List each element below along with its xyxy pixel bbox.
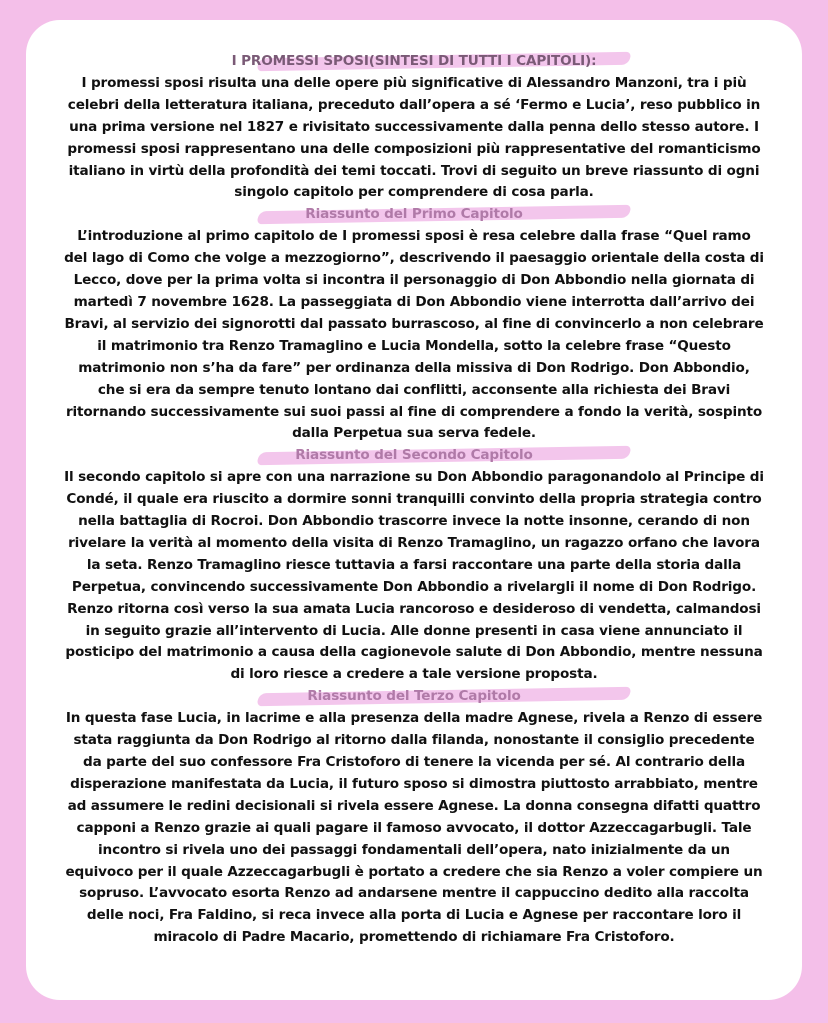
section-heading-2	[64, 445, 764, 467]
section-heading-1	[64, 204, 764, 226]
document-card	[26, 20, 802, 1000]
section-heading-text: Riassunto del Terzo Capitolo	[307, 688, 521, 705]
document-title	[64, 51, 764, 73]
document-content	[64, 51, 764, 949]
section-heading-text: Riassunto del Primo Capitolo	[305, 206, 523, 223]
section-heading-text: Riassunto del Secondo Capitolo	[295, 447, 533, 464]
section-paragraph-2: Il secondo capitolo si apre con una narrazione su Don Abbondio paragonandolo al Principe di Condé, il quale era riuscito a dormire sonni tranquilli convinto della propria strategia contro nella battaglia di Rocroi. Don Abbondio trascorre invece la notte insonne, cerando di non rivelare la verità al momento della visita di Renzo Tramaglino, un ragazzo orfano che lavora la seta. Renzo Tramaglino riesce tuttavia a farsi raccontare una parte della storia dalla Perpetua, convincendo successivamente Don Abbondio a rivelargli il nome di Don Rodrigo. Renzo ritorna così verso la sua amata Lucia rancoroso e desideroso di vendetta, calmandosi in seguito grazie all’intervento di Lucia. Alle donne presenti in casa viene annunciato il posticipo del matrimonio a causa della cagionevole salute di Don Abbondio, mentre nessuna di loro riesce a credere a tale versione proposta.	[64, 469, 764, 683]
section-heading-3	[64, 686, 764, 708]
intro-paragraph: I promessi sposi risulta una delle opere più significative di Alessandro Manzoni, tra i più celebri della letteratura italiana, preceduto dall’opera a sé ‘Fermo e Lucia’, reso pubblico in una prima versione nel 1827 e rivisitato successivamente dalla penna dello stesso autore. I promessi sposi rappresentano una delle composizioni più rappresentative del romanticismo italiano in virtù della profondità dei temi toccati. Trovi di seguito un breve riassunto di ogni singolo capitolo per comprendere di cosa parla.	[67, 74, 761, 201]
section-paragraph-1: L’introduzione al primo capitolo de I promessi sposi è resa celebre dalla frase “Quel ramo del lago di Como che volge a mezzogiorno”, descrivendo il paesaggio orientale della costa di Lecco, dove per la prima volta si incontra il personaggio di Don Abbondio nella giornata di martedì 7 novembre 1628. La passeggiata di Don Abbondio viene interrotta dall’arrivo dei Bravi, al servizio dei signorotti dal passato burrascoso, al fine di convincerlo a non celebrare il matrimonio tra Renzo Tramaglino e Lucia Mondella, sotto la celebre frase “Questo matrimonio non s’ha da fare” per ordinanza della missiva di Don Rodrigo. Don Abbondio, che si era da sempre tenuto lontano dai conflitti, acconsente alla richiesta dei Bravi ritornando successivamente sui suoi passi al fine di comprendere a fondo la verità, sospinto dalla Perpetua sua serva fedele.	[64, 228, 764, 442]
section-paragraph-3: In questa fase Lucia, in lacrime e alla presenza della madre Agnese, rivela a Renzo di essere stata raggiunta da Don Rodrigo al ritorno dalla filanda, nonostante il consiglio precedente da parte del suo confessore Fra Cristoforo di tenere la vicenda per sé. Al contrario della disperazione manifestata da Lucia, il futuro sposo si dimostra piuttosto arrabbiato, mentre ad assumere le redini decisionali si rivela essere Agnese. La donna consegna difatti quattro capponi a Renzo grazie ai quali pagare il famoso avvocato, il dottor Azzeccagarbugli. Tale incontro si rivela uno dei passaggi fondamentali dell’opera, nato inizialmente da un equivoco per il quale Azzeccagarbugli è portato a credere che sia Renzo a voler compiere un sopruso. L’avvocato esorta Renzo ad andarsene mentre il cappuccino dedito alla raccolta delle noci, Fra Faldino, si reca invece alla porta di Lucia e Agnese per raccontare loro il miracolo di Padre Macario, promettendo di richiamare Fra Cristoforo.	[65, 710, 763, 946]
document-title-text: I PROMESSI SPOSI(SINTESI DI TUTTI I CAPITOLI):	[231, 53, 597, 69]
